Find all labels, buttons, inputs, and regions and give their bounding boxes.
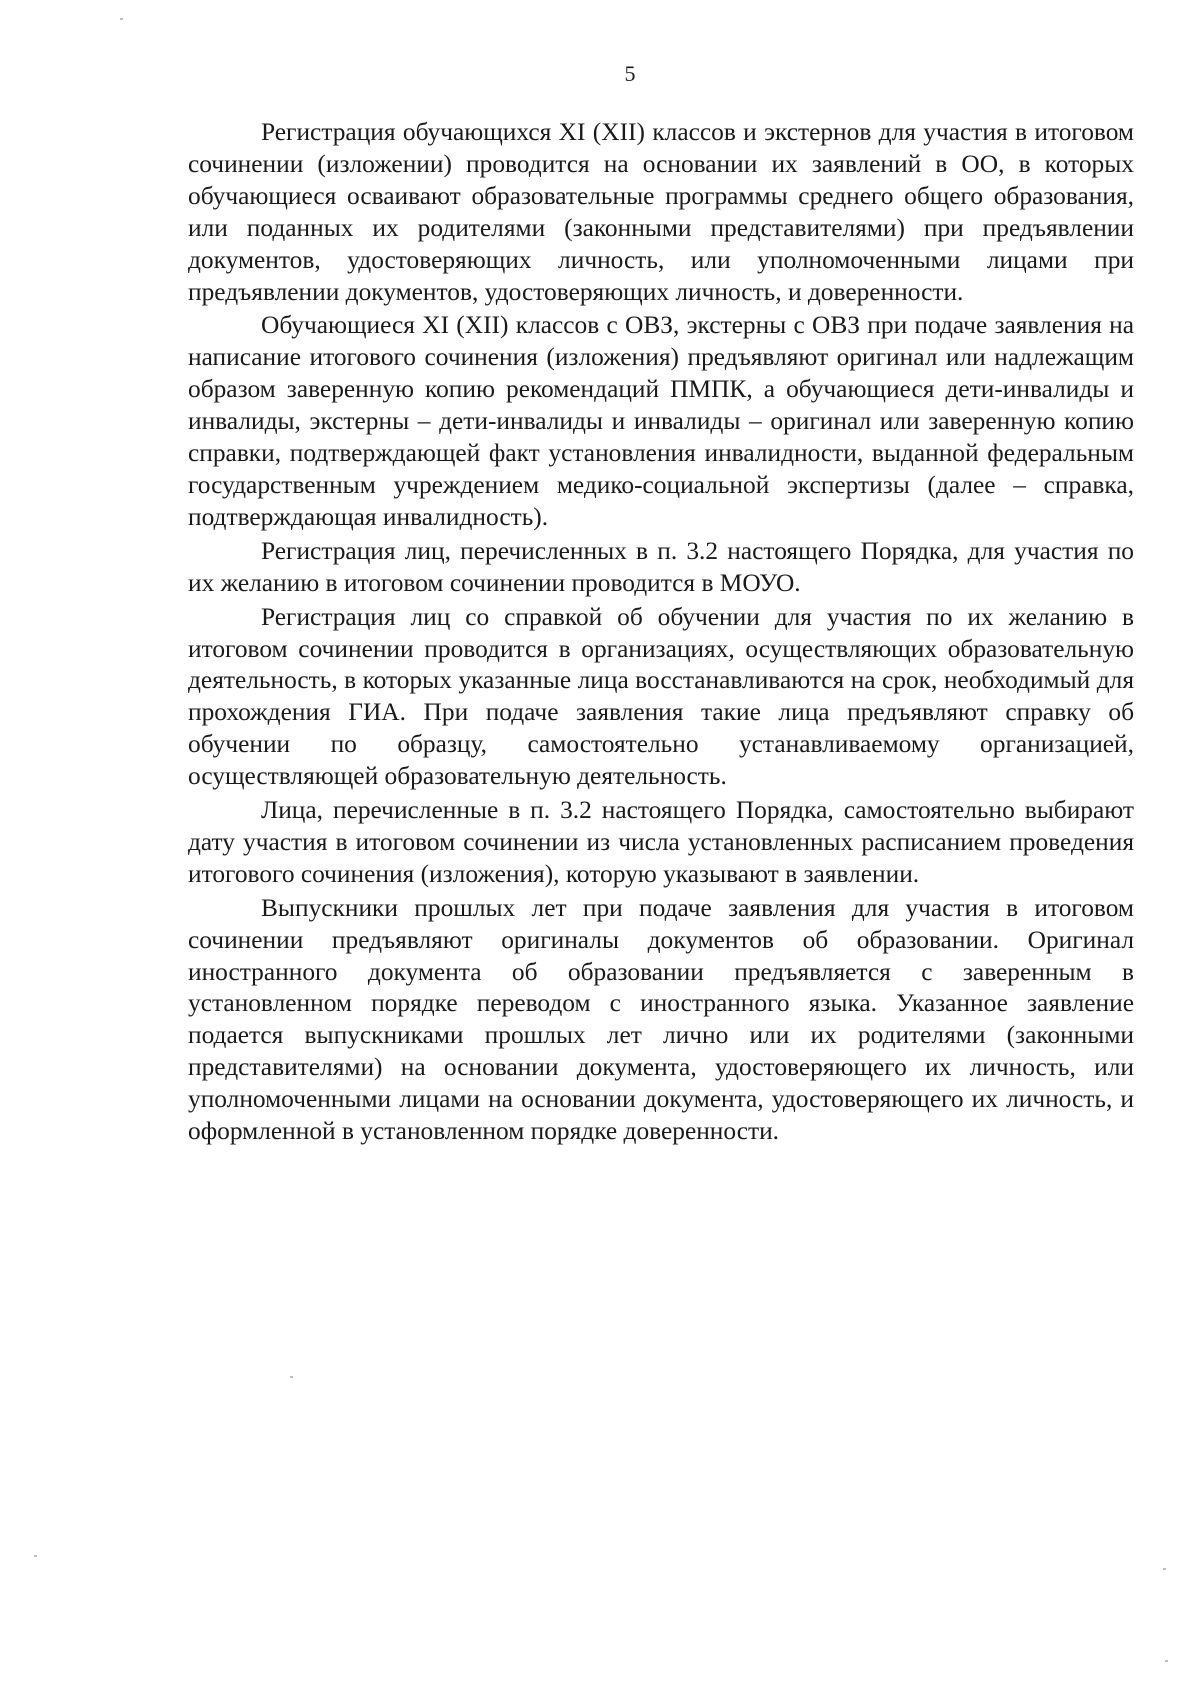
paragraph-registration-certificate: Регистрация лиц со справкой об обучении для участия по их желанию в итоговом сочинении проводится в организациях, осуществляющих образовательную деятельность, в которых указанные лица восстанавливаются на срок, необходимый для прохождения ГИА. При подаче заявления такие лица предъявляют справку об обучении по образцу, самостоятельно устанавливаемому организацией, осуществляющей образовательную деятельность. — [188, 602, 1134, 791]
scan-speck — [1165, 1660, 1168, 1662]
scan-speck — [290, 1376, 293, 1378]
page-number: 5 — [624, 61, 636, 86]
paragraph-date-choice: Лица, перечисленные в п. 3.2 настоящего Порядка, самостоятельно выбирают дату участия в итоговом сочинении из числа установленных расписанием проведения итогового сочинения (изложения), которую указывают в заявлении. — [188, 796, 1134, 888]
paragraph-registration-moyo: Регистрация лиц, перечисленных в п. 3.2 настоящего Порядка, для участия по их желанию в итоговом сочинении проводится в МОУО. — [188, 536, 1134, 597]
paragraph-registration-students: Регистрация обучающихся XI (XII) классов и экстернов для участия в итоговом сочинении (изложении) проводится на основании их заявлений в ОО, в которых обучающиеся осваивают образовательные программы среднего общего образования, или поданных их родителями (законными представителями) при предъявлении документов, удостоверяющих личность, или уполномоченными лицами при предъявлении документов, удостоверяющих личность, и доверенности. — [188, 118, 1134, 306]
scan-speck — [120, 18, 123, 20]
scan-speck — [34, 1555, 37, 1557]
document-body — [188, 117, 1134, 1150]
scan-speck — [1163, 1568, 1166, 1570]
paragraph-students-ovz: Обучающиеся XI (XII) классов с ОВЗ, экстерны с ОВЗ при подаче заявления на написание итогового сочинения (изложения) предъявляют оригинал или надлежащим образом заверенную копию рекомендаций ПМПК, а обучающиеся дети-инвалиды и инвалиды, экстерны – дети-инвалиды и инвалиды – оригинал или заверенную копию справки, подтверждающей факт установления инвалидности, выданной федеральным государственным учреждением медико-социальной экспертизы (далее – справка, подтверждающая инвалидность). — [188, 311, 1134, 531]
paragraph-graduates-previous-years: Выпускники прошлых лет при подаче заявления для участия в итоговом сочинении предъявляют оригиналы документов об образовании. Оригинал иностранного документа об образовании предъявляется с заверенным в установленном порядке переводом с иностранного языка. Указанное заявление подается выпускниками прошлых лет лично или их родителями (законными представителями) на основании документа, удостоверяющего их личность, или уполномоченными лицами на основании документа, удостоверяющего их личность, и оформленной в установленном порядке доверенности. — [188, 893, 1134, 1146]
